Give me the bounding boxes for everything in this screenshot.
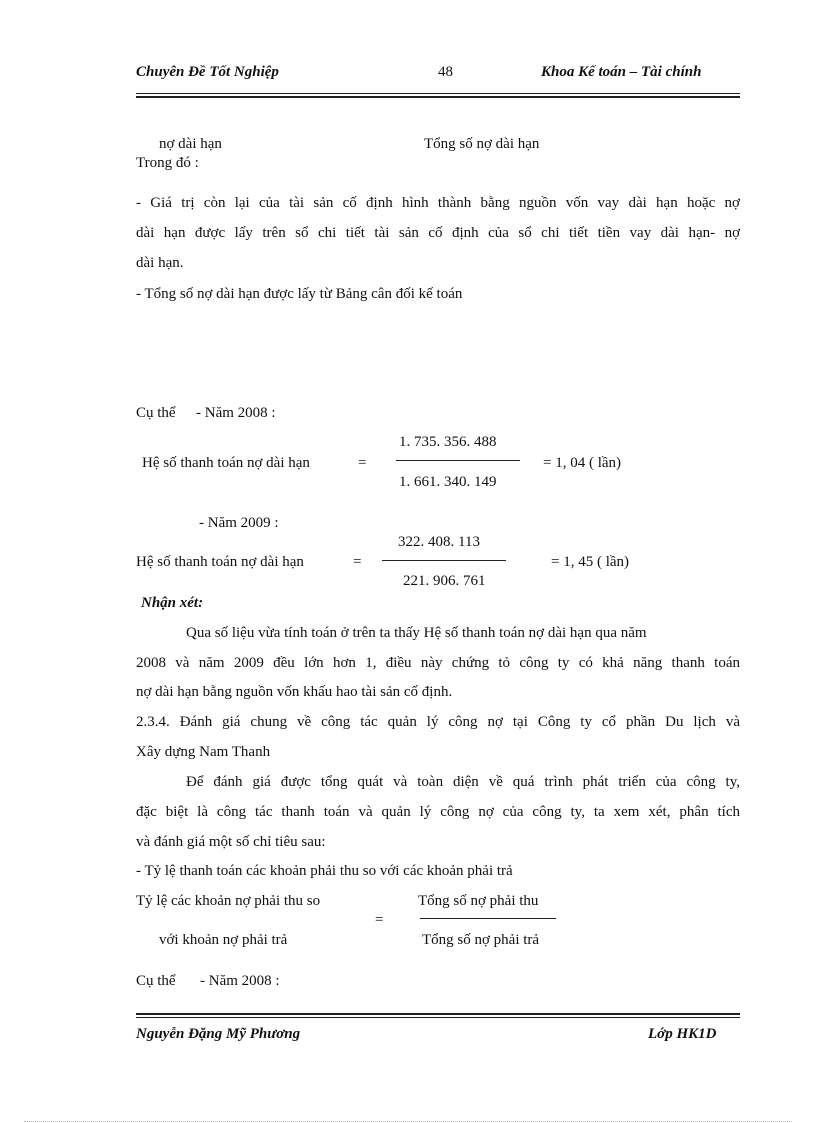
fraction-2009-result: = 1, 45 ( lần)	[551, 554, 630, 570]
last-year-label: - Năm 2008 :	[200, 973, 280, 989]
intro-line-2: đặc biệt là công tác thanh toán và quản lý công nợ của công ty, ta xem xét, phân tích	[136, 804, 740, 820]
footer-author: Nguyễn Đặng Mỹ Phương	[136, 1026, 301, 1042]
top-line-right: Tổng số nợ dài hạn	[424, 136, 540, 152]
equals-2009: =	[353, 554, 362, 570]
header-rule-bottom	[136, 96, 740, 98]
fraction-2008-denominator: 1. 661. 340. 149	[399, 474, 497, 490]
header-rule-top	[136, 93, 740, 94]
fraction-2009-numerator: 322. 408. 113	[398, 534, 480, 550]
comment-line-1: Qua số liệu vừa tính toán ở trên ta thấy Hệ số thanh toán nợ dài hạn qua năm	[186, 625, 647, 641]
ratio-label-line-2: với khoản nợ phải trả	[159, 932, 288, 948]
year-2009-label: - Năm 2009 :	[199, 515, 279, 531]
intro-bullet: - Tỷ lệ thanh toán các khoản phải thu so với các khoản phải trả	[136, 863, 513, 879]
note-1-line-3: dài hạn.	[136, 255, 184, 271]
note-1-line-2: dài hạn được lấy trên sổ chi tiết tài sản cố định của sổ chi tiết tiền vay dài hạn- nợ	[136, 225, 740, 241]
intro-line-3: và đánh giá một số chỉ tiêu sau:	[136, 834, 326, 850]
page-number: 48	[438, 64, 453, 80]
fraction-2008-result: = 1, 04 ( lần)	[543, 455, 622, 471]
section-title-line-1: 2.3.4. Đánh giá chung về công tác quản lý công nợ tại Công ty cổ phần Du lịch và	[136, 714, 740, 730]
page-bottom-border	[24, 1121, 792, 1122]
ratio-label-2009: Hệ số thanh toán nợ dài hạn	[136, 554, 304, 570]
ratio-numerator: Tổng số nợ phải thu	[418, 893, 539, 909]
fraction-2009-bar	[382, 560, 506, 561]
ratio-equals: =	[375, 912, 384, 928]
comment-line-2: 2008 và năm 2009 đều lớn hơn 1, điều này chứng tỏ công ty có khả năng thanh toán	[136, 655, 740, 671]
ratio-label-2008: Hệ số thanh toán nợ dài hạn	[142, 455, 310, 471]
top-line-left: nợ dài hạn	[159, 136, 222, 152]
ratio-denominator: Tổng số nợ phải trả	[422, 932, 540, 948]
where-label: Trong đó :	[136, 155, 199, 171]
footer-rule-top	[136, 1013, 740, 1015]
comment-line-3: nợ dài hạn bằng nguồn vốn khấu hao tài sản cố định.	[136, 684, 453, 700]
fraction-2008-numerator: 1. 735. 356. 488	[399, 434, 497, 450]
fraction-2008-bar	[396, 460, 520, 461]
ratio-fraction-bar	[420, 918, 556, 919]
year-2008-label: - Năm 2008 :	[196, 405, 276, 421]
last-specific-label: Cụ thể	[136, 973, 176, 989]
note-2: - Tổng số nợ dài hạn được lấy từ Bảng cân đối kế toán	[136, 286, 463, 302]
note-1-line-1: - Giá trị còn lại của tài sản cố định hình thành bằng nguồn vốn vay dài hạn hoặc nợ	[136, 195, 740, 211]
fraction-2009-denominator: 221. 906. 761	[403, 573, 486, 589]
intro-line-1: Để đánh giá được tổng quát và toàn diện về quá trình phát triển của công ty,	[186, 774, 740, 790]
comment-heading: Nhận xét:	[141, 595, 204, 611]
ratio-label-line-1: Tỷ lệ các khoản nợ phải thu so	[136, 893, 321, 909]
header-right: Khoa Kế toán – Tài chính	[541, 64, 702, 80]
specific-label: Cụ thể	[136, 405, 176, 421]
footer-class: Lớp HK1D	[648, 1026, 717, 1042]
equals-2008: =	[358, 455, 367, 471]
header-left: Chuyên Đề Tốt Nghiệp	[136, 64, 279, 80]
section-title-line-2: Xây dựng Nam Thanh	[136, 744, 271, 760]
footer-rule-bottom	[136, 1017, 740, 1018]
